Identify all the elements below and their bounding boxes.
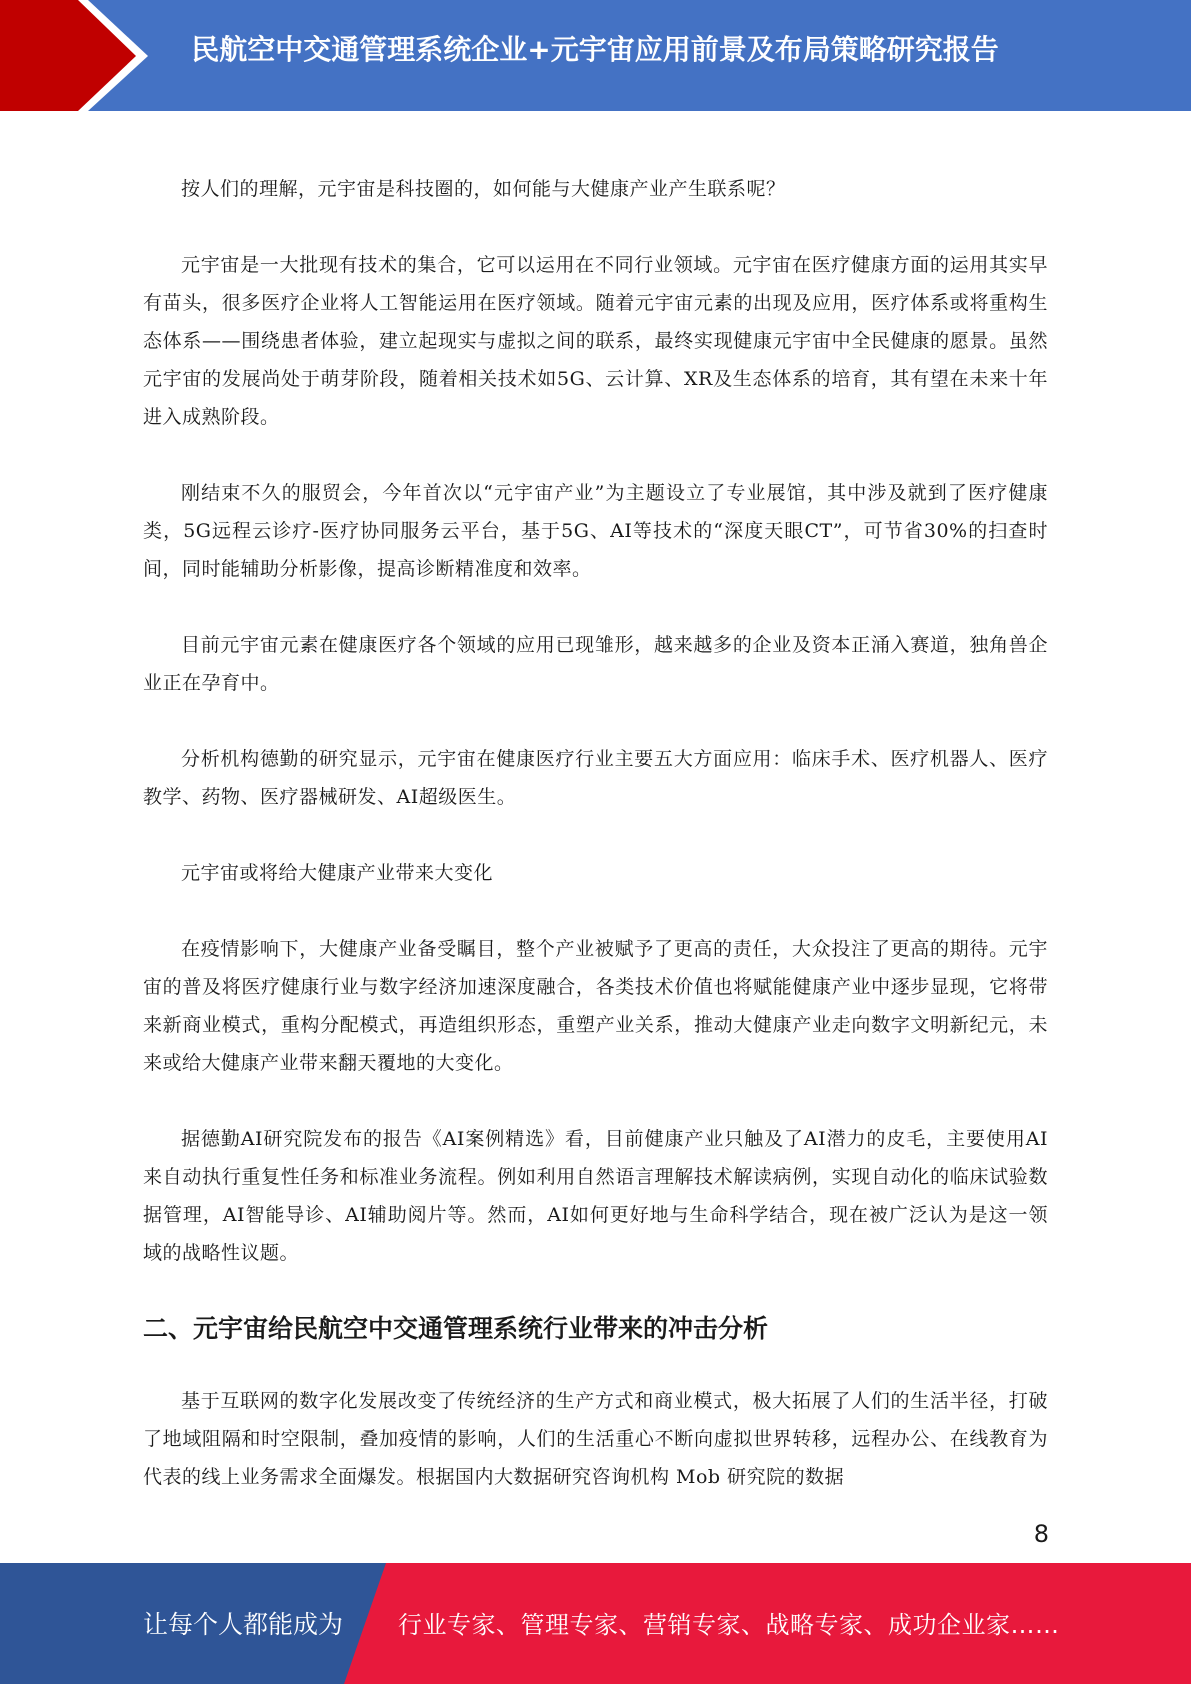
paragraph: 基于互联网的数字化发展改变了传统经济的生产方式和商业模式，极大拓展了人们的生活半径，打破了地域阻隔和时空限制，叠加疫情的影响，人们的生活重心不断向虚拟世界转移，远程办公、在线教育为代表的线上业务需求全面爆发。根据国内大数据研究咨询机构 Mob 研究院的数据 <box>143 1390 1048 1488</box>
paragraph: 在疫情影响下，大健康产业备受瞩目，整个产业被赋予了更高的责任，大众投注了更高的期待。元宇宙的普及将医疗健康行业与数字经济加速深度融合，各类技术价值也将赋能健康产业中逐步显现，它将带来新商业模式，重构分配模式，再造组织形态，重塑产业关系，推动大健康产业走向数字文明新纪元，未来或给大健康产业带来翻天覆地的大变化。 <box>143 938 1048 1074</box>
footer-slogan: 让每个人都能成为 <box>143 1610 344 1639</box>
document-body <box>143 170 1048 1496</box>
page-number: 8 <box>1033 1520 1049 1548</box>
document-title: 民航空中交通管理系统企业+元宇宙应用前景及布局策略研究报告 <box>191 33 999 66</box>
paragraph: 据德勤AI研究院发布的报告《AI案例精选》看，目前健康产业只触及了AI潜力的皮毛，主要使用AI来自动执行重复性任务和标准业务流程。例如利用自然语言理解技术解读病例，实现自动化的临床试验数据管理，AI智能导诊、AI辅助阅片等。然而，AI如何更好地与生命科学结合，现在被广泛认为是这一领域的战略性议题。 <box>143 1128 1048 1264</box>
section-heading: 二、元宇宙给民航空中交通管理系统行业带来的冲击分析 <box>143 1314 769 1343</box>
page-header <box>0 0 1191 111</box>
paragraph: 分析机构德勤的研究显示，元宇宙在健康医疗行业主要五大方面应用：临床手术、医疗机器人、医疗教学、药物、医疗器械研发、AI超级医生。 <box>143 748 1048 808</box>
paragraph: 刚结束不久的服贸会，今年首次以“元宇宙产业”为主题设立了专业展馆，其中涉及就到了医疗健康类，5G远程云诊疗-医疗协同服务云平台，基于5G、AI等技术的“深度天眼CT”，可节省30%的扫查时间，同时能辅助分析影像，提高诊断精准度和效率。 <box>143 482 1048 580</box>
paragraph: 按人们的理解，元宇宙是科技圈的，如何能与大健康产业产生联系呢？ <box>181 178 786 200</box>
footer-tagline: 行业专家、管理专家、营销专家、战略专家、成功企业家…… <box>398 1611 1060 1639</box>
paragraph: 目前元宇宙元素在健康医疗各个领域的应用已现雏形，越来越多的企业及资本正涌入赛道，独角兽企业正在孕育中。 <box>143 634 1048 694</box>
paragraph-subtitle: 元宇宙或将给大健康产业带来大变化 <box>181 862 494 884</box>
paragraph: 元宇宙是一大批现有技术的集合，它可以运用在不同行业领域。元宇宙在医疗健康方面的运用其实早有苗头，很多医疗企业将人工智能运用在医疗领域。随着元宇宙元素的出现及应用，医疗体系或将重构生态体系——围绕患者体验，建立起现实与虚拟之间的联系，最终实现健康元宇宙中全民健康的愿景。虽然元宇宙的发展尚处于萌芽阶段，随着相关技术如5G、云计算、XR及生态体系的培育，其有望在未来十年进入成熟阶段。 <box>143 254 1048 428</box>
page-footer <box>0 1563 1191 1684</box>
